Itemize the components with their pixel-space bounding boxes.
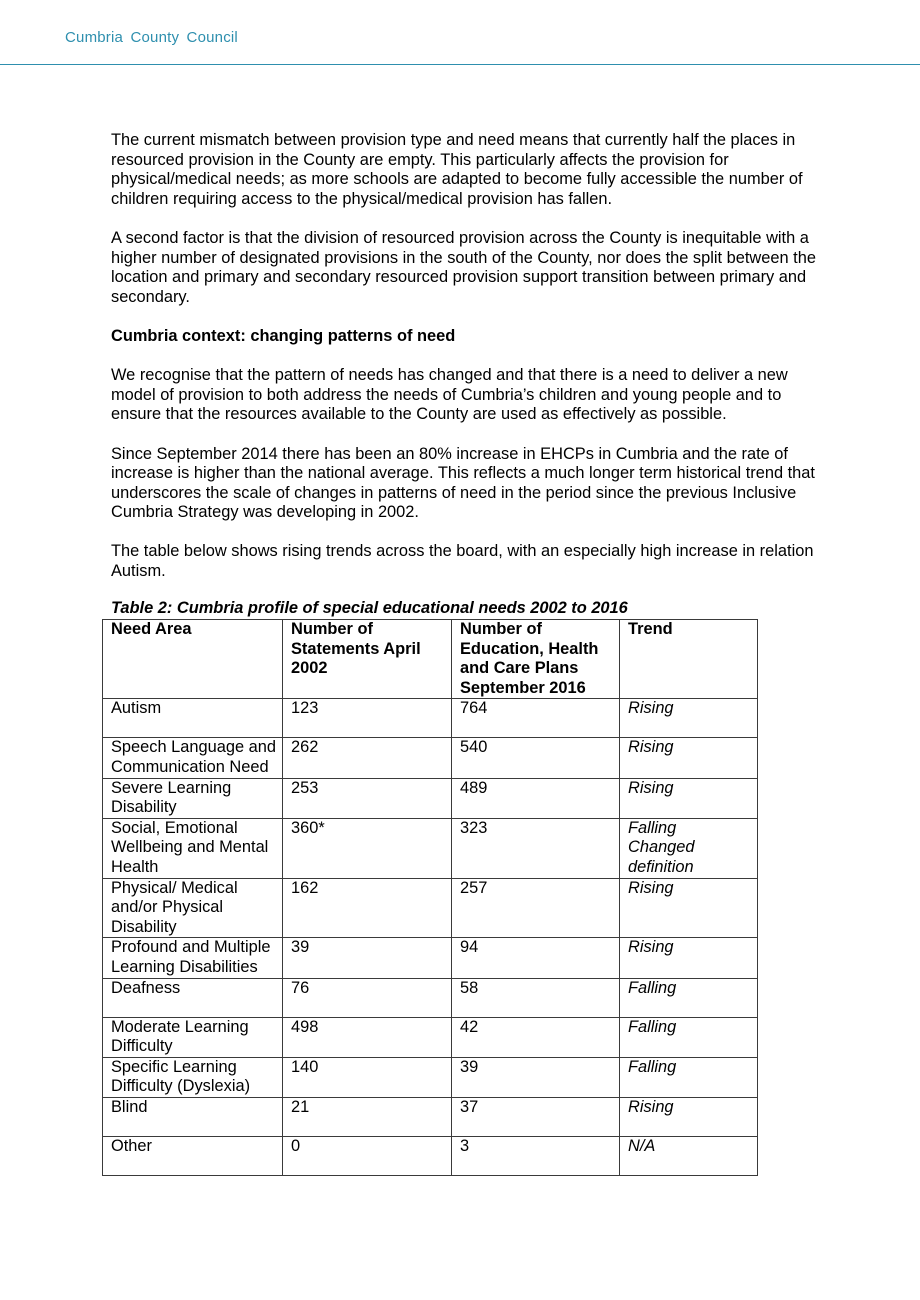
need-area-cell: Other <box>103 1136 283 1175</box>
table-row <box>103 738 758 778</box>
trend-cell <box>620 818 758 878</box>
trend-value: Falling <box>628 818 677 837</box>
statements-cell: 21 <box>283 1097 452 1136</box>
ehcp-cell: 764 <box>452 699 620 738</box>
column-header: Number of Education, Health and Care Plans September 2016 <box>452 620 620 699</box>
statements-cell: 76 <box>283 978 452 1017</box>
table-header-row <box>103 620 758 699</box>
statements-cell: 253 <box>283 778 452 818</box>
ehcp-cell: 540 <box>452 738 620 778</box>
ehcp-cell: 323 <box>452 818 620 878</box>
need-area-cell: Severe Learning Disability <box>103 778 283 818</box>
ehcp-cell: 257 <box>452 878 620 938</box>
ehcp-cell: 42 <box>452 1017 620 1057</box>
need-area-cell: Moderate Learning Difficulty <box>103 1017 283 1057</box>
need-area-cell: Profound and Multiple Learning Disabilities <box>103 938 283 978</box>
trend-cell: Falling <box>620 978 758 1017</box>
section-heading: Cumbria context: changing patterns of need <box>111 326 456 345</box>
statements-cell: 360* <box>283 818 452 878</box>
column-header: Number of Statements April 2002 <box>283 620 452 699</box>
need-area-cell: Physical/ Medical and/or Physical Disability <box>103 878 283 938</box>
table-row <box>103 1057 758 1097</box>
table-row <box>103 1017 758 1057</box>
statements-cell: 162 <box>283 878 452 938</box>
statements-cell: 0 <box>283 1136 452 1175</box>
table-row <box>103 878 758 938</box>
table-row <box>103 978 758 1017</box>
table-row <box>103 1136 758 1175</box>
column-header: Trend <box>620 620 758 699</box>
trend-cell: Rising <box>620 738 758 778</box>
table-row <box>103 699 758 738</box>
need-area-cell: Autism <box>103 699 283 738</box>
paragraph: The current mismatch between provision type and need means that currently half the places in resourced provision in the County are empty. This particularly affects the provision for physical/medical needs; as more schools are adapted to become fully accessible the number of children requiring access to the physical/medical provision has fallen. <box>111 131 803 208</box>
trend-cell: Rising <box>620 1097 758 1136</box>
paragraph: We recognise that the pattern of needs has changed and that there is a need to deliver a new model of provision to both address the needs of Cumbria’s children and young people and to ensure that the resources available to the County are used as effectively as possible. <box>111 366 788 424</box>
ehcp-cell: 58 <box>452 978 620 1017</box>
table-row <box>103 778 758 818</box>
statements-cell: 140 <box>283 1057 452 1097</box>
statements-cell: 262 <box>283 738 452 778</box>
table-row <box>103 818 758 878</box>
body-text <box>111 131 816 601</box>
paragraph: Since September 2014 there has been an 80% increase in EHCPs in Cumbria and the rate of increase is higher than the national average. This reflects a much longer term historical trend that underscores the scale of changes in patterns of need in the period since the previous Inclusive Cumbria Strategy was developing in 2002. <box>111 444 815 522</box>
trend-cell: Rising <box>620 699 758 738</box>
need-area-cell: Blind <box>103 1097 283 1136</box>
ehcp-cell: 37 <box>452 1097 620 1136</box>
sen-profile-table <box>102 619 758 1176</box>
statements-cell: 498 <box>283 1017 452 1057</box>
ehcp-cell: 39 <box>452 1057 620 1097</box>
trend-cell: Falling <box>620 1017 758 1057</box>
table-row <box>103 938 758 978</box>
paragraph: The table below shows rising trends across the board, with an especially high increase in relation Autism. <box>111 542 814 581</box>
table-caption: Table 2: Cumbria profile of special educational needs 2002 to 2016 <box>111 599 628 617</box>
table-row <box>103 1097 758 1136</box>
need-area-cell: Deafness <box>103 978 283 1017</box>
need-area-cell: Specific Learning Difficulty (Dyslexia) <box>103 1057 283 1097</box>
trend-cell: Rising <box>620 878 758 938</box>
ehcp-cell: 94 <box>452 938 620 978</box>
need-area-cell: Speech Language and Communication Need <box>103 738 283 778</box>
org-name: Cumbria County Council <box>65 29 238 46</box>
trend-cell: Rising <box>620 938 758 978</box>
ehcp-cell: 3 <box>452 1136 620 1175</box>
statements-cell: 123 <box>283 699 452 738</box>
page-header <box>0 0 920 65</box>
trend-cell: Falling <box>620 1057 758 1097</box>
statements-cell: 39 <box>283 938 452 978</box>
trend-note: Changed definition <box>628 838 695 876</box>
paragraph: A second factor is that the division of resourced provision across the County is inequitable with a higher number of designated provisions in the south of the County, nor does the split between the location and primary and secondary resourced provision support transition between primary and secondary. <box>111 228 816 306</box>
column-header: Need Area <box>103 620 283 699</box>
trend-cell: Rising <box>620 778 758 818</box>
trend-cell: N/A <box>620 1136 758 1175</box>
ehcp-cell: 489 <box>452 778 620 818</box>
need-area-cell: Social, Emotional Wellbeing and Mental Health <box>103 818 283 878</box>
